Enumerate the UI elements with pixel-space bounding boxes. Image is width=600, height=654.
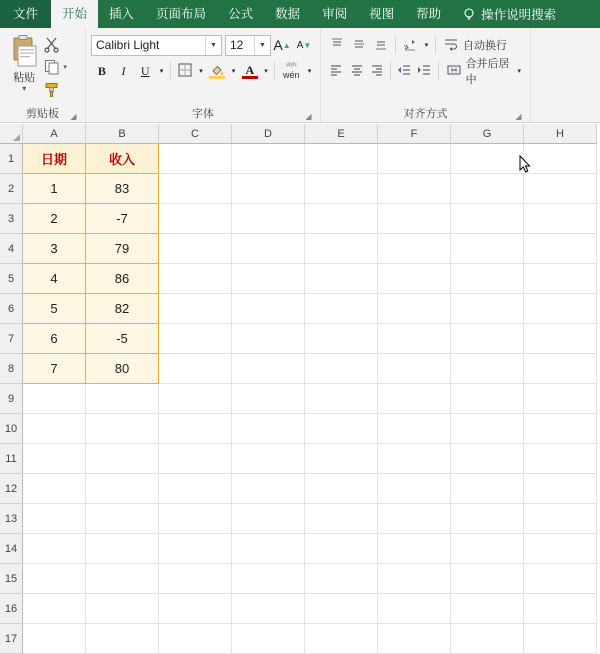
lightbulb-icon (462, 7, 476, 21)
cell-B2[interactable]: 83 (86, 174, 159, 204)
row-header-8[interactable]: 8 (0, 354, 23, 384)
cell-E8[interactable] (305, 354, 378, 384)
row-header-11[interactable]: 11 (0, 444, 23, 474)
cell-D6[interactable] (232, 294, 305, 324)
bold-button[interactable] (91, 60, 113, 82)
ribbon-group-clipboard (0, 28, 86, 122)
cell-A7[interactable]: 6 (23, 324, 86, 354)
divider (395, 36, 396, 54)
cell-D9[interactable] (232, 384, 305, 414)
column-header-d[interactable]: D (232, 124, 305, 144)
row-header-16[interactable]: 16 (0, 594, 23, 624)
wrap-text-label: 自动换行 (463, 40, 507, 52)
divider (390, 62, 391, 80)
chevron-down-icon[interactable]: ▾ (517, 68, 521, 75)
cell-D15[interactable] (232, 564, 305, 594)
grid-row (0, 324, 597, 354)
cell-H12[interactable] (524, 474, 597, 504)
cell-B11[interactable] (86, 444, 159, 474)
cell-G14[interactable] (451, 534, 524, 564)
cell-D12[interactable] (232, 474, 305, 504)
cell-E6[interactable] (305, 294, 378, 324)
cell-E9[interactable] (305, 384, 378, 414)
increase-indent-button[interactable] (414, 60, 434, 82)
column-header-e[interactable]: E (305, 124, 378, 144)
chevron-down-icon[interactable]: ▼ (205, 36, 221, 55)
cell-B3[interactable]: -7 (86, 204, 159, 234)
cell-C8[interactable] (159, 354, 232, 384)
cell-G4[interactable] (451, 234, 524, 264)
cell-H10[interactable] (524, 414, 597, 444)
cell-G8[interactable] (451, 354, 524, 384)
borders-button[interactable] (174, 60, 196, 82)
grid-row (0, 174, 597, 204)
underline-button[interactable] (134, 60, 156, 82)
cell-B15[interactable] (86, 564, 159, 594)
cell-B4[interactable]: 79 (86, 234, 159, 264)
font-size-combo[interactable] (225, 35, 271, 56)
cell-F14[interactable] (378, 534, 451, 564)
chevron-down-icon[interactable]: ▼ (254, 36, 270, 55)
tab-review[interactable]: 审阅 (322, 7, 348, 21)
cell-E17[interactable] (305, 624, 378, 654)
font-color-icon: A (245, 62, 255, 77)
italic-button[interactable] (113, 60, 135, 82)
cell-C15[interactable] (159, 564, 232, 594)
row-header-15[interactable]: 15 (0, 564, 23, 594)
cell-A6[interactable]: 5 (23, 294, 86, 324)
cell-G1[interactable] (451, 144, 524, 174)
cell-G3[interactable] (451, 204, 524, 234)
column-header-f[interactable]: F (378, 124, 451, 144)
ribbon-group-alignment (321, 28, 531, 122)
align-right-button[interactable] (367, 60, 387, 82)
cell-G5[interactable] (451, 264, 524, 294)
cell-G10[interactable] (451, 414, 524, 444)
cell-C3[interactable] (159, 204, 232, 234)
align-left-icon (328, 62, 344, 81)
grid-row (0, 144, 597, 174)
cell-A17[interactable] (23, 624, 86, 654)
align-bottom-icon (373, 36, 389, 55)
grid-row (0, 354, 597, 384)
align-top-icon (329, 36, 345, 55)
cell-C6[interactable] (159, 294, 232, 324)
cell-C16[interactable] (159, 594, 232, 624)
cell-D8[interactable] (232, 354, 305, 384)
borders-dropdown[interactable]: ▾ (199, 68, 203, 75)
cell-D1[interactable] (232, 144, 305, 174)
tab-insert[interactable]: 插入 (109, 7, 135, 21)
cell-H13[interactable] (524, 504, 597, 534)
cell-B13[interactable] (86, 504, 159, 534)
cell-G12[interactable] (451, 474, 524, 504)
row-header-17[interactable]: 17 (0, 624, 23, 654)
cell-H14[interactable] (524, 534, 597, 564)
align-right-icon (369, 62, 385, 81)
cell-D17[interactable] (232, 624, 305, 654)
font-color-dropdown[interactable]: ▾ (264, 68, 268, 75)
cell-H3[interactable] (524, 204, 597, 234)
cell-H8[interactable] (524, 354, 597, 384)
cell-C7[interactable] (159, 324, 232, 354)
font-group-label (91, 106, 315, 122)
cell-A15[interactable] (23, 564, 86, 594)
tab-view[interactable]: 视图 (369, 7, 395, 21)
chevron-down-icon[interactable]: ▾ (63, 63, 67, 71)
cell-E3[interactable] (305, 204, 378, 234)
paste-icon (9, 34, 39, 68)
merge-center-label: 合并后居中 (465, 58, 510, 86)
cell-F12[interactable] (378, 474, 451, 504)
cell-F4[interactable] (378, 234, 451, 264)
decrease-indent-icon (396, 62, 412, 81)
cut-button[interactable] (43, 34, 80, 53)
cell-B1[interactable]: 收入 (86, 144, 159, 174)
grid-body (0, 144, 597, 654)
cell-B5[interactable]: 86 (86, 264, 159, 294)
cell-B7[interactable]: -5 (86, 324, 159, 354)
cell-G17[interactable] (451, 624, 524, 654)
cell-F13[interactable] (378, 504, 451, 534)
grid-row (0, 564, 597, 594)
grid-row (0, 444, 597, 474)
svg-text:a: a (401, 40, 410, 51)
grid-row (0, 294, 597, 324)
cell-A1[interactable]: 日期 (23, 144, 86, 174)
cell-D16[interactable] (232, 594, 305, 624)
tab-page-layout[interactable]: 页面布局 (156, 7, 207, 21)
align-center-button[interactable] (346, 60, 366, 82)
cell-F16[interactable] (378, 594, 451, 624)
grid-row (0, 384, 597, 414)
worksheet-grid[interactable] (0, 124, 600, 645)
paste-label: 粘贴 (13, 72, 36, 84)
fill-color-dropdown[interactable]: ▾ (231, 68, 236, 75)
cell-C9[interactable] (159, 384, 232, 414)
cell-C10[interactable] (159, 414, 232, 444)
font-group-label-text: 字体 (192, 108, 214, 120)
cell-D13[interactable] (232, 504, 305, 534)
cell-F10[interactable] (378, 414, 451, 444)
column-header-c[interactable]: C (159, 124, 232, 144)
row-header-9[interactable]: 9 (0, 384, 23, 414)
row-header-1[interactable]: 1 (0, 144, 23, 174)
cell-E16[interactable] (305, 594, 378, 624)
cell-H1[interactable] (524, 144, 597, 174)
wrap-text-button[interactable] (439, 34, 511, 56)
grid-row (0, 204, 597, 234)
cell-A4[interactable]: 3 (23, 234, 86, 264)
row-header-12[interactable]: 12 (0, 474, 23, 504)
cell-A2[interactable]: 1 (23, 174, 86, 204)
cell-E7[interactable] (305, 324, 378, 354)
cell-B6[interactable]: 82 (86, 294, 159, 324)
tell-me-label: 操作说明搜索 (481, 8, 557, 22)
cell-A11[interactable] (23, 444, 86, 474)
cell-D11[interactable] (232, 444, 305, 474)
cell-D3[interactable] (232, 204, 305, 234)
cell-E15[interactable] (305, 564, 378, 594)
cell-G6[interactable] (451, 294, 524, 324)
cell-F3[interactable] (378, 204, 451, 234)
cell-H17[interactable] (524, 624, 597, 654)
cell-D10[interactable] (232, 414, 305, 444)
cell-C13[interactable] (159, 504, 232, 534)
cell-E12[interactable] (305, 474, 378, 504)
increase-font-size-button[interactable]: A ▲ (273, 37, 291, 53)
orientation-icon (402, 36, 418, 55)
row-header-4[interactable]: 4 (0, 234, 23, 264)
grid-row (0, 504, 597, 534)
cell-B16[interactable] (86, 594, 159, 624)
cell-C1[interactable] (159, 144, 232, 174)
column-header-a[interactable]: A (23, 124, 86, 144)
select-all-button[interactable] (0, 124, 23, 144)
tab-home[interactable]: 开始 (51, 0, 98, 28)
cell-C12[interactable] (159, 474, 232, 504)
cell-E13[interactable] (305, 504, 378, 534)
cell-A16[interactable] (23, 594, 86, 624)
divider (438, 62, 439, 80)
ribbon-tab-bar (0, 0, 600, 28)
grid-row (0, 234, 597, 264)
row-header-5[interactable]: 5 (0, 264, 23, 294)
merge-center-icon (446, 62, 462, 81)
cell-C5[interactable] (159, 264, 232, 294)
divider (435, 36, 436, 54)
phonetic-guide-button[interactable] (278, 60, 304, 82)
orientation-button[interactable] (399, 34, 421, 56)
underline-dropdown[interactable]: ▾ (159, 68, 164, 75)
row-header-14[interactable]: 14 (0, 534, 23, 564)
borders-icon (177, 62, 193, 81)
align-middle-icon (351, 36, 367, 55)
tab-formulas[interactable]: 公式 (228, 7, 254, 21)
dialog-launcher-icon[interactable]: ◢ (305, 112, 312, 121)
cell-F6[interactable] (378, 294, 451, 324)
column-header-row (0, 124, 597, 144)
grid-table (0, 124, 597, 654)
align-top-button[interactable] (326, 34, 348, 56)
cell-E4[interactable] (305, 234, 378, 264)
column-header-g[interactable]: G (451, 124, 524, 144)
cell-E1[interactable] (305, 144, 378, 174)
cell-A3[interactable]: 2 (23, 204, 86, 234)
cell-E10[interactable] (305, 414, 378, 444)
cell-H6[interactable] (524, 294, 597, 324)
cell-G11[interactable] (451, 444, 524, 474)
row-header-6[interactable]: 6 (0, 294, 23, 324)
bold-label: B (97, 63, 106, 78)
cell-D2[interactable] (232, 174, 305, 204)
cell-F15[interactable] (378, 564, 451, 594)
cell-H11[interactable] (524, 444, 597, 474)
divider (274, 62, 275, 80)
cell-E14[interactable] (305, 534, 378, 564)
ribbon-home (0, 28, 600, 123)
cell-H7[interactable] (524, 324, 597, 354)
wrap-text-icon (443, 36, 459, 55)
cell-H15[interactable] (524, 564, 597, 594)
tab-data[interactable]: 数据 (275, 7, 301, 21)
format-painter-button[interactable] (43, 80, 80, 99)
divider (170, 62, 171, 80)
grid-row (0, 624, 597, 654)
fill-color-button[interactable] (206, 60, 228, 82)
paste-button[interactable] (5, 31, 43, 101)
grid-row (0, 264, 597, 294)
cell-A8[interactable]: 7 (23, 354, 86, 384)
cell-C14[interactable] (159, 534, 232, 564)
decrease-font-size-button[interactable]: A ▼ (296, 39, 312, 51)
cell-F5[interactable] (378, 264, 451, 294)
cell-G15[interactable] (451, 564, 524, 594)
ribbon-group-overflow (531, 28, 600, 122)
cell-B12[interactable] (86, 474, 159, 504)
font-size-value: 12 (230, 38, 244, 52)
row-header-7[interactable]: 7 (0, 324, 23, 354)
cell-H5[interactable] (524, 264, 597, 294)
cell-E2[interactable] (305, 174, 378, 204)
tab-file[interactable]: 文件 (0, 0, 51, 28)
cell-H2[interactable] (524, 174, 597, 204)
grid-row (0, 474, 597, 504)
grid-row (0, 534, 597, 564)
cell-D14[interactable] (232, 534, 305, 564)
clipboard-group-label (5, 106, 80, 122)
cell-G16[interactable] (451, 594, 524, 624)
cell-D7[interactable] (232, 324, 305, 354)
cell-A10[interactable] (23, 414, 86, 444)
cell-D4[interactable] (232, 234, 305, 264)
cell-E5[interactable] (305, 264, 378, 294)
align-middle-button[interactable] (348, 34, 370, 56)
copy-button[interactable] (43, 57, 80, 76)
alignment-group-label (326, 106, 525, 122)
grid-row (0, 594, 597, 624)
cell-C2[interactable] (159, 174, 232, 204)
cell-H9[interactable] (524, 384, 597, 414)
grow-font-label: A (273, 37, 283, 53)
orientation-dropdown[interactable]: ▾ (424, 42, 429, 49)
font-name-combo[interactable] (91, 35, 222, 56)
cell-C11[interactable] (159, 444, 232, 474)
decrease-indent-button[interactable] (394, 60, 414, 82)
dialog-launcher-icon[interactable]: ◢ (515, 112, 522, 121)
cell-F11[interactable] (378, 444, 451, 474)
grid-row (0, 414, 597, 444)
cell-A13[interactable] (23, 504, 86, 534)
align-center-icon (349, 62, 365, 81)
cell-G2[interactable] (451, 174, 524, 204)
cell-E11[interactable] (305, 444, 378, 474)
ribbon-group-font (86, 28, 321, 122)
column-header-h[interactable]: H (524, 124, 597, 144)
copy-icon (43, 58, 61, 76)
dialog-launcher-icon[interactable]: ◢ (70, 112, 77, 121)
row-header-2[interactable]: 2 (0, 174, 23, 204)
font-color-swatch (242, 76, 258, 79)
italic-label: I (121, 63, 126, 78)
cell-B8[interactable]: 80 (86, 354, 159, 384)
tab-help[interactable]: 帮助 (416, 7, 442, 21)
cell-C17[interactable] (159, 624, 232, 654)
underline-label: U (140, 63, 150, 78)
cell-F2[interactable] (378, 174, 451, 204)
merge-center-button[interactable] (442, 58, 525, 86)
cell-H16[interactable] (524, 594, 597, 624)
cell-B14[interactable] (86, 534, 159, 564)
cell-F7[interactable] (378, 324, 451, 354)
phonetic-label: wén (283, 70, 300, 80)
phonetic-guide-dropdown[interactable]: ▾ (307, 68, 312, 75)
cell-F9[interactable] (378, 384, 451, 414)
row-header-10[interactable]: 10 (0, 414, 23, 444)
cell-G9[interactable] (451, 384, 524, 414)
cell-B10[interactable] (86, 414, 159, 444)
cell-G7[interactable] (451, 324, 524, 354)
phonetic-guide-icon: ᵂᴱ̌ᴺ wén (283, 63, 300, 80)
cell-F1[interactable] (378, 144, 451, 174)
alignment-group-label-text: 对齐方式 (403, 108, 448, 120)
cell-F8[interactable] (378, 354, 451, 384)
column-header-b[interactable]: B (86, 124, 159, 144)
cell-B17[interactable] (86, 624, 159, 654)
font-name-value: Calibri Light (96, 38, 160, 52)
align-left-button[interactable] (326, 60, 346, 82)
cell-A12[interactable] (23, 474, 86, 504)
cell-A14[interactable] (23, 534, 86, 564)
cell-G13[interactable] (451, 504, 524, 534)
scissors-icon (43, 35, 61, 53)
cell-B9[interactable] (86, 384, 159, 414)
cell-D5[interactable] (232, 264, 305, 294)
chevron-down-icon[interactable]: ▾ (22, 84, 27, 93)
format-painter-icon (43, 81, 61, 99)
align-bottom-button[interactable] (370, 34, 392, 56)
cell-C4[interactable] (159, 234, 232, 264)
tell-me-box[interactable] (462, 0, 556, 28)
cell-A5[interactable]: 4 (23, 264, 86, 294)
cell-H4[interactable] (524, 234, 597, 264)
fill-color-swatch (209, 76, 225, 79)
row-header-13[interactable]: 13 (0, 504, 23, 534)
increase-indent-icon (416, 62, 432, 81)
cell-F17[interactable] (378, 624, 451, 654)
shrink-font-label: A (296, 39, 304, 51)
cell-A9[interactable] (23, 384, 86, 414)
font-color-button[interactable] (239, 60, 261, 82)
row-header-3[interactable]: 3 (0, 204, 23, 234)
clipboard-group-label-text: 剪贴板 (26, 108, 59, 120)
